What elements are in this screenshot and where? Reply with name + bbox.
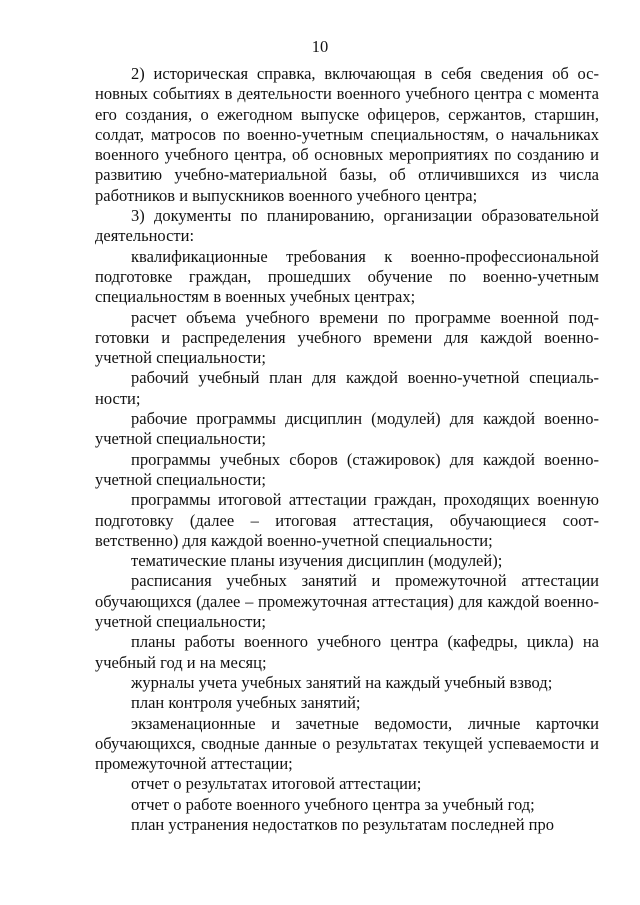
list-item-study-time-calculation: расчет объема учебного времени по программе военной подготовки и распределения учебного времени для каждой военно-учетной специальности;: [95, 307, 599, 368]
list-item-thematic-plans: тематические планы изучения дисциплин (модулей);: [131, 551, 503, 571]
list-item-class-schedules: расписания учебных занятий и промежуточной аттестации обучающихся (далее – промежуточная аттестация) для каждой военно-учетной специальности;: [95, 571, 599, 632]
list-item-training-camp-programs: программы учебных сборов (стажировок) для каждой военно-учетной специальности;: [95, 449, 599, 489]
list-item-qualification-requirements: квалификационные требования к военно-профессиональной подготовке граждан, прошедших обучение по военно-учетным специальностям в военных учебных центрах;: [95, 246, 599, 307]
page-number: 10: [311, 37, 329, 56]
document-body: [95, 64, 599, 835]
list-item-exam-records: экзаменационные и зачетные ведомости, личные карточки обучающихся, сводные данные о результатах текущей успеваемости и промежуточной аттестации;: [95, 713, 599, 774]
list-item-class-journals: журналы учета учебных занятий на каждый учебный взвод;: [131, 672, 553, 692]
paragraph-historical-reference: 2) историческая справка, включающая в себя сведения об основных событиях в деятельности военного учебного центра с момента его создания, о ежегодном выпуске офицеров, сержантов, старшин, солдат, матросов по военно-учетным специальностям, о начальниках военного учебного центра, об основных мероприятиях по созданию и развитию учебно-материальной базы, об отличившихся из числа работников и выпускников военного учебного центра;: [95, 64, 599, 205]
list-item-final-certification-report: отчет о результатах итоговой аттестации;: [131, 774, 422, 794]
list-item-final-certification-programs: программы итоговой аттестации граждан, проходящих военную подготовку (далее – итоговая аттестация, обучающиеся соответственно) для каждой военно-учетной специальности;: [95, 490, 599, 550]
list-item-working-curriculum: рабочий учебный план для каждой военно-учетной специальности;: [95, 368, 599, 408]
paragraph-planning-documents: 3) документы по планированию, организации образовательной деятельности:: [95, 206, 599, 246]
list-item-class-control-plan: план контроля учебных занятий;: [131, 693, 361, 713]
list-item-discipline-programs: рабочие программы дисциплин (модулей) для каждой военно-учетной специальности;: [95, 409, 599, 449]
list-item-annual-work-report: отчет о работе военного учебного центра за учебный год;: [131, 794, 535, 814]
list-item-work-plans: планы работы военного учебного центра (кафедры, цикла) на учебный год и на месяц;: [95, 632, 599, 672]
list-item-deficiency-elimination-plan: план устранения недостатков по результатам последней про: [131, 814, 555, 834]
